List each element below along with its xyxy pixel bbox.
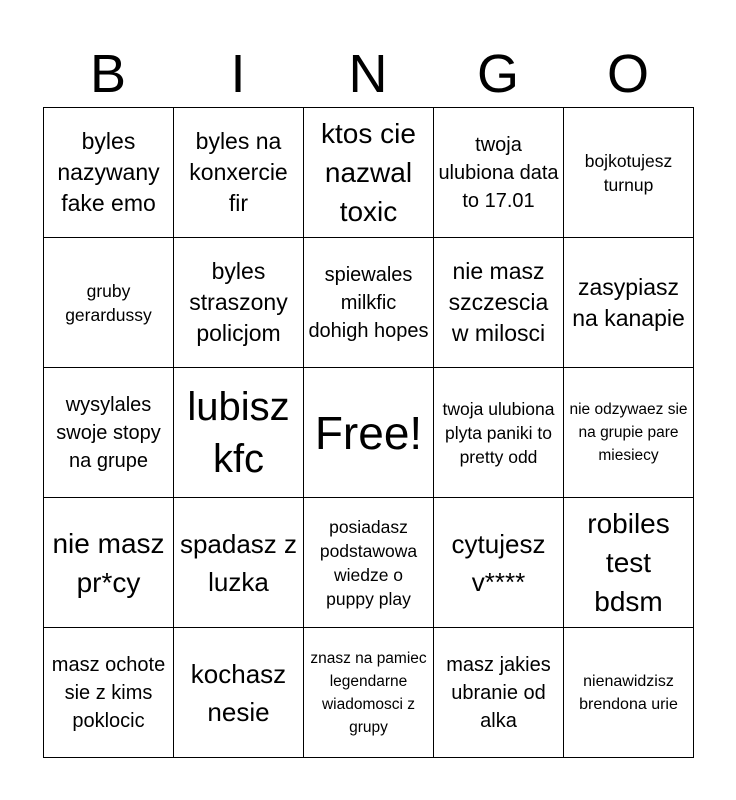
bingo-cell: lubisz kfc (174, 368, 304, 498)
board-row (44, 628, 694, 758)
header-letter-o: O (606, 44, 649, 104)
bingo-cell: gruby gerardussy (44, 238, 174, 368)
bingo-cell: masz jakies ubranie od alka (434, 628, 564, 758)
bingo-cell: zasypiasz na kanapie (564, 238, 694, 368)
bingo-cell: bojkotujesz turnup (564, 108, 694, 238)
bingo-cell: robiles test bdsm (564, 498, 694, 628)
header-letter-n: N (348, 44, 388, 104)
bingo-cell: posiadasz podstawowa wiedze o puppy play (304, 498, 434, 628)
bingo-cell: byles na konxercie fir (174, 108, 304, 238)
header-letter-g: G (476, 44, 519, 104)
bingo-cell: znasz na pamiec legendarne wiadomosci z grupy (304, 628, 434, 758)
bingo-cell: cytujesz v**** (434, 498, 564, 628)
bingo-cell: nie masz pr*cy (44, 498, 174, 628)
bingo-cell: wysylales swoje stopy na grupe (44, 368, 174, 498)
bingo-cell: spadasz z luzka (174, 498, 304, 628)
header-letter-b: B (89, 44, 127, 104)
free-space-cell: Free! (304, 368, 434, 498)
board-row (44, 108, 694, 238)
board-row (44, 498, 694, 628)
bingo-cell: byles nazywany fake emo (44, 108, 174, 238)
bingo-cell: nie masz szczescia w milosci (434, 238, 564, 368)
bingo-cell: nie odzywaez sie na grupie pare miesiecy (564, 368, 694, 498)
bingo-board (43, 107, 694, 758)
bingo-cell: spiewales milkfic dohigh hopes (304, 238, 434, 368)
bingo-cell: ktos cie nazwal toxic (304, 108, 434, 238)
bingo-cell: twoja ulubiona plyta paniki to pretty odd (434, 368, 564, 498)
bingo-cell: nienawidzisz brendona urie (564, 628, 694, 758)
bingo-cell: byles straszony policjom (174, 238, 304, 368)
bingo-header (43, 42, 693, 106)
board-row (44, 238, 694, 368)
bingo-cell: twoja ulubiona data to 17.01 (434, 108, 564, 238)
board-row (44, 368, 694, 498)
header-letter-i: I (230, 44, 246, 104)
bingo-cell: masz ochote sie z kims poklocic (44, 628, 174, 758)
bingo-cell: kochasz nesie (174, 628, 304, 758)
